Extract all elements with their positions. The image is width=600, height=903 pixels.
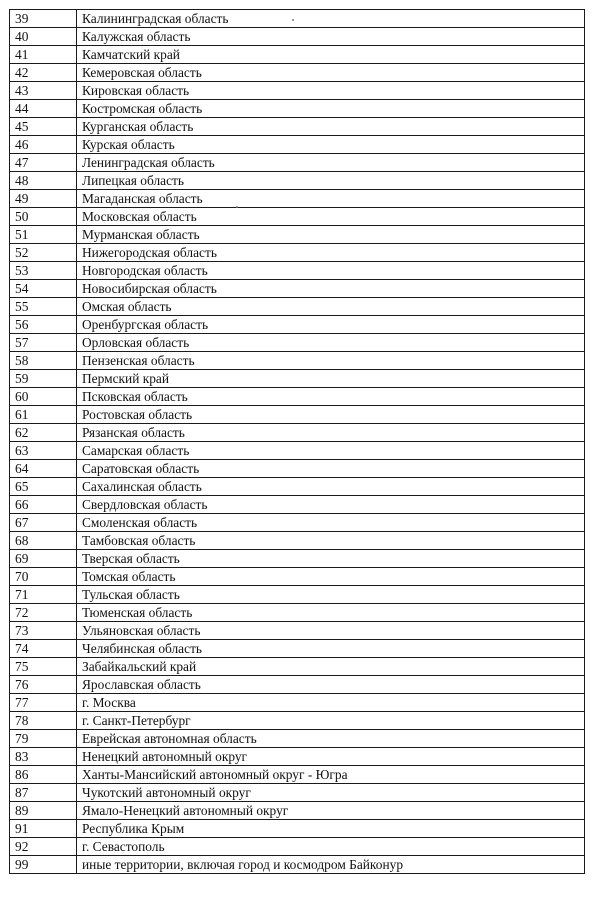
region-code-cell: 78 bbox=[10, 712, 77, 730]
table-row bbox=[10, 460, 585, 478]
region-name-cell: Пермский край bbox=[77, 370, 585, 388]
region-code-cell: 41 bbox=[10, 46, 77, 64]
region-code-cell: 79 bbox=[10, 730, 77, 748]
table-row bbox=[10, 514, 585, 532]
table-row bbox=[10, 262, 585, 280]
region-name-cell: Липецкая область bbox=[77, 172, 585, 190]
region-code-cell: 54 bbox=[10, 280, 77, 298]
region-name-cell: Московская область bbox=[77, 208, 585, 226]
table-row bbox=[10, 406, 585, 424]
table-row bbox=[10, 388, 585, 406]
region-code-cell: 66 bbox=[10, 496, 77, 514]
scan-speck bbox=[236, 206, 238, 208]
region-code-cell: 87 bbox=[10, 784, 77, 802]
region-name-cell: Еврейская автономная область bbox=[77, 730, 585, 748]
region-name-cell: Смоленская область bbox=[77, 514, 585, 532]
region-code-cell: 89 bbox=[10, 802, 77, 820]
region-name-cell: Мурманская область bbox=[77, 226, 585, 244]
region-name-cell: Курганская область bbox=[77, 118, 585, 136]
region-name-cell: Ямало-Ненецкий автономный округ bbox=[77, 802, 585, 820]
region-code-cell: 64 bbox=[10, 460, 77, 478]
region-code-cell: 53 bbox=[10, 262, 77, 280]
region-name-cell: Ростовская область bbox=[77, 406, 585, 424]
region-name-cell: г. Севастополь bbox=[77, 838, 585, 856]
region-code-cell: 99 bbox=[10, 856, 77, 874]
table-row bbox=[10, 496, 585, 514]
table-row bbox=[10, 118, 585, 136]
region-name-cell: Томская область bbox=[77, 568, 585, 586]
region-code-cell: 69 bbox=[10, 550, 77, 568]
region-code-cell: 47 bbox=[10, 154, 77, 172]
region-name-cell: Оренбургская область bbox=[77, 316, 585, 334]
table-row bbox=[10, 478, 585, 496]
region-code-cell: 39 bbox=[10, 10, 77, 28]
region-name-cell: Республика Крым bbox=[77, 820, 585, 838]
region-name-cell: Курская область bbox=[77, 136, 585, 154]
table-row bbox=[10, 532, 585, 550]
region-name-cell: Калужская область bbox=[77, 28, 585, 46]
region-code-cell: 83 bbox=[10, 748, 77, 766]
table-row bbox=[10, 730, 585, 748]
region-code-cell: 73 bbox=[10, 622, 77, 640]
region-code-cell: 48 bbox=[10, 172, 77, 190]
region-code-cell: 75 bbox=[10, 658, 77, 676]
region-name-cell: Псковская область bbox=[77, 388, 585, 406]
region-code-cell: 61 bbox=[10, 406, 77, 424]
region-name-cell: Новгородская область bbox=[77, 262, 585, 280]
table-row bbox=[10, 64, 585, 82]
table-row bbox=[10, 208, 585, 226]
region-name-cell: Новосибирская область bbox=[77, 280, 585, 298]
region-code-cell: 44 bbox=[10, 100, 77, 118]
region-name-cell: Ульяновская область bbox=[77, 622, 585, 640]
region-name-cell: Чукотский автономный округ bbox=[77, 784, 585, 802]
table-row bbox=[10, 442, 585, 460]
region-code-cell: 46 bbox=[10, 136, 77, 154]
region-name-cell: Забайкальский край bbox=[77, 658, 585, 676]
region-name-cell: Кировская область bbox=[77, 82, 585, 100]
region-name-cell: Сахалинская область bbox=[77, 478, 585, 496]
table-row bbox=[10, 550, 585, 568]
table-row bbox=[10, 28, 585, 46]
region-code-cell: 65 bbox=[10, 478, 77, 496]
region-name-cell: Тверская область bbox=[77, 550, 585, 568]
region-code-cell: 51 bbox=[10, 226, 77, 244]
table-row bbox=[10, 622, 585, 640]
table-row bbox=[10, 748, 585, 766]
region-code-cell: 57 bbox=[10, 334, 77, 352]
table-row bbox=[10, 352, 585, 370]
table-row bbox=[10, 640, 585, 658]
region-name-cell: Орловская область bbox=[77, 334, 585, 352]
region-code-cell: 71 bbox=[10, 586, 77, 604]
table-row bbox=[10, 658, 585, 676]
region-name-cell: Нижегородская область bbox=[77, 244, 585, 262]
region-name-cell: Челябинская область bbox=[77, 640, 585, 658]
region-code-cell: 50 bbox=[10, 208, 77, 226]
table-row bbox=[10, 82, 585, 100]
table-row bbox=[10, 586, 585, 604]
table-row bbox=[10, 298, 585, 316]
region-code-cell: 67 bbox=[10, 514, 77, 532]
region-name-cell: Кемеровская область bbox=[77, 64, 585, 82]
region-code-cell: 91 bbox=[10, 820, 77, 838]
table-row bbox=[10, 568, 585, 586]
region-name-cell: Тамбовская область bbox=[77, 532, 585, 550]
table-row bbox=[10, 604, 585, 622]
region-name-cell: иные территории, включая город и космодром Байконур bbox=[77, 856, 585, 874]
table-row bbox=[10, 838, 585, 856]
table-row bbox=[10, 424, 585, 442]
region-code-cell: 92 bbox=[10, 838, 77, 856]
table-row bbox=[10, 676, 585, 694]
region-code-cell: 77 bbox=[10, 694, 77, 712]
table-row bbox=[10, 172, 585, 190]
region-name-cell: Ярославская область bbox=[77, 676, 585, 694]
region-code-cell: 58 bbox=[10, 352, 77, 370]
region-name-cell: Омская область bbox=[77, 298, 585, 316]
region-name-cell: Магаданская область bbox=[77, 190, 585, 208]
table-row bbox=[10, 802, 585, 820]
region-name-cell: Свердловская область bbox=[77, 496, 585, 514]
region-code-cell: 52 bbox=[10, 244, 77, 262]
region-name-cell: Костромская область bbox=[77, 100, 585, 118]
region-code-cell: 56 bbox=[10, 316, 77, 334]
region-code-cell: 49 bbox=[10, 190, 77, 208]
region-name-cell: г. Санкт-Петербург bbox=[77, 712, 585, 730]
region-name-cell: Саратовская область bbox=[77, 460, 585, 478]
region-name-cell: Пензенская область bbox=[77, 352, 585, 370]
region-name-cell: Калининградская область bbox=[77, 10, 585, 28]
table-row bbox=[10, 280, 585, 298]
region-code-cell: 40 bbox=[10, 28, 77, 46]
region-code-cell: 76 bbox=[10, 676, 77, 694]
region-name-cell: Рязанская область bbox=[77, 424, 585, 442]
table-row bbox=[10, 10, 585, 28]
region-code-cell: 59 bbox=[10, 370, 77, 388]
region-code-cell: 45 bbox=[10, 118, 77, 136]
region-name-cell: г. Москва bbox=[77, 694, 585, 712]
table-row bbox=[10, 370, 585, 388]
table-row bbox=[10, 316, 585, 334]
region-code-cell: 68 bbox=[10, 532, 77, 550]
region-code-cell: 74 bbox=[10, 640, 77, 658]
region-code-cell: 55 bbox=[10, 298, 77, 316]
table-body bbox=[10, 10, 585, 874]
scan-speck bbox=[292, 19, 294, 21]
region-code-cell: 86 bbox=[10, 766, 77, 784]
table-row bbox=[10, 334, 585, 352]
region-code-cell: 62 bbox=[10, 424, 77, 442]
table-row bbox=[10, 766, 585, 784]
region-name-cell: Камчатский край bbox=[77, 46, 585, 64]
region-name-cell: Ненецкий автономный округ bbox=[77, 748, 585, 766]
region-code-cell: 43 bbox=[10, 82, 77, 100]
region-name-cell: Тюменская область bbox=[77, 604, 585, 622]
table-row bbox=[10, 244, 585, 262]
table-row bbox=[10, 46, 585, 64]
table-row bbox=[10, 136, 585, 154]
region-code-cell: 60 bbox=[10, 388, 77, 406]
table-row bbox=[10, 226, 585, 244]
region-code-cell: 72 bbox=[10, 604, 77, 622]
region-name-cell: Ханты-Мансийский автономный округ - Югра bbox=[77, 766, 585, 784]
region-name-cell: Самарская область bbox=[77, 442, 585, 460]
region-name-cell: Ленинградская область bbox=[77, 154, 585, 172]
region-code-cell: 70 bbox=[10, 568, 77, 586]
table-row bbox=[10, 100, 585, 118]
region-code-cell: 63 bbox=[10, 442, 77, 460]
region-code-cell: 42 bbox=[10, 64, 77, 82]
table-row bbox=[10, 190, 585, 208]
table-row bbox=[10, 154, 585, 172]
table-row bbox=[10, 820, 585, 838]
table-row bbox=[10, 856, 585, 874]
region-codes-table bbox=[9, 9, 585, 874]
table-row bbox=[10, 712, 585, 730]
table-row bbox=[10, 784, 585, 802]
table-row bbox=[10, 694, 585, 712]
region-name-cell: Тульская область bbox=[77, 586, 585, 604]
